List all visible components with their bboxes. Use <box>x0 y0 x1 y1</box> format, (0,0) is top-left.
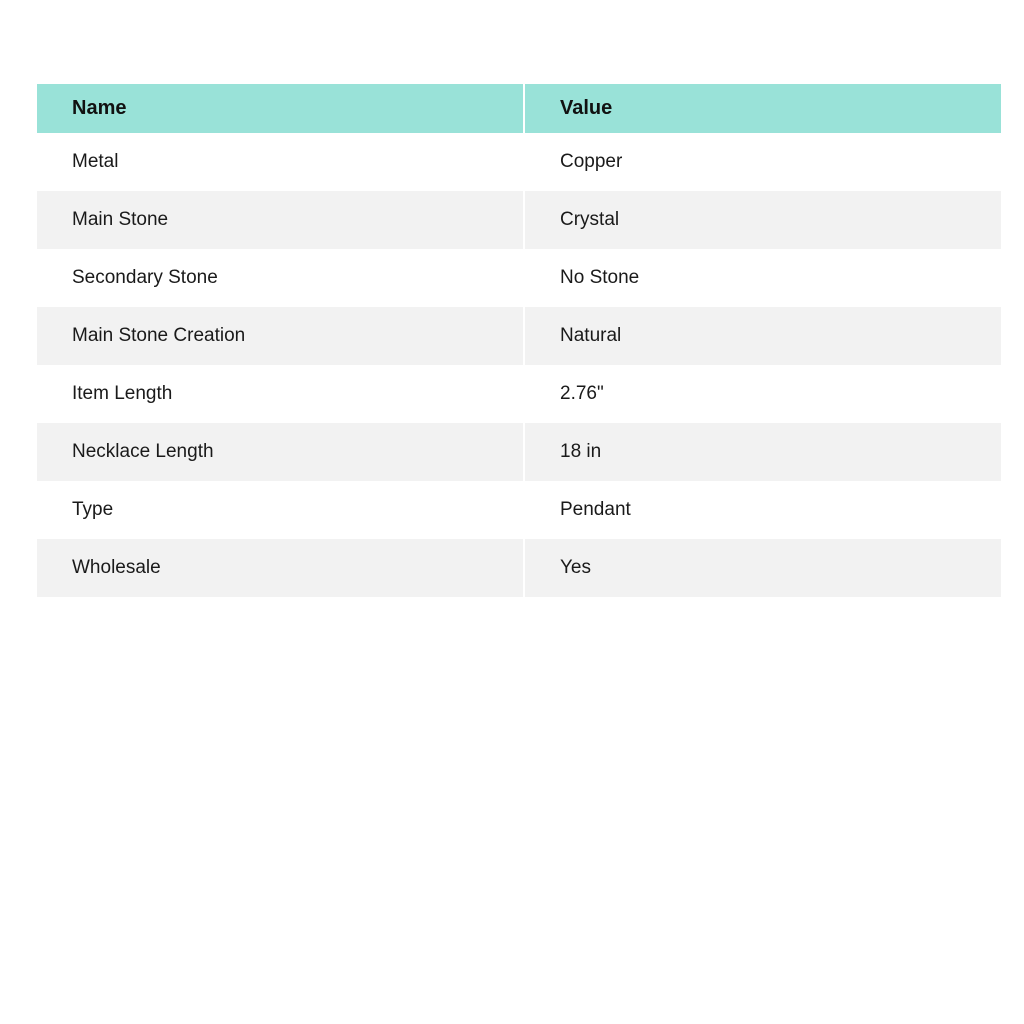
table-row <box>37 539 1001 597</box>
header-cell-value: Value <box>523 84 1001 133</box>
spec-value-cell: Pendant <box>523 481 1001 539</box>
table-row <box>37 133 1001 191</box>
table-row <box>37 191 1001 249</box>
spec-name-cell: Item Length <box>37 365 523 423</box>
spec-value-cell: No Stone <box>523 249 1001 307</box>
spec-value-cell: Natural <box>523 307 1001 365</box>
spec-name-cell: Type <box>37 481 523 539</box>
header-row <box>37 84 1001 133</box>
header-cell-name: Name <box>37 84 523 133</box>
table-row <box>37 423 1001 481</box>
spec-name-cell: Wholesale <box>37 539 523 597</box>
table-row <box>37 249 1001 307</box>
spec-value-cell: 2.76" <box>523 365 1001 423</box>
spec-value-cell: Copper <box>523 133 1001 191</box>
spec-name-cell: Main Stone Creation <box>37 307 523 365</box>
table-row <box>37 365 1001 423</box>
spec-name-cell: Main Stone <box>37 191 523 249</box>
spec-value-cell: Yes <box>523 539 1001 597</box>
spec-table-body <box>37 133 1001 597</box>
product-spec-table <box>37 84 1001 597</box>
spec-name-cell: Metal <box>37 133 523 191</box>
table-row <box>37 481 1001 539</box>
spec-value-cell: 18 in <box>523 423 1001 481</box>
table-row <box>37 307 1001 365</box>
spec-value-cell: Crystal <box>523 191 1001 249</box>
spec-name-cell: Necklace Length <box>37 423 523 481</box>
spec-table-header <box>37 84 1001 133</box>
spec-name-cell: Secondary Stone <box>37 249 523 307</box>
